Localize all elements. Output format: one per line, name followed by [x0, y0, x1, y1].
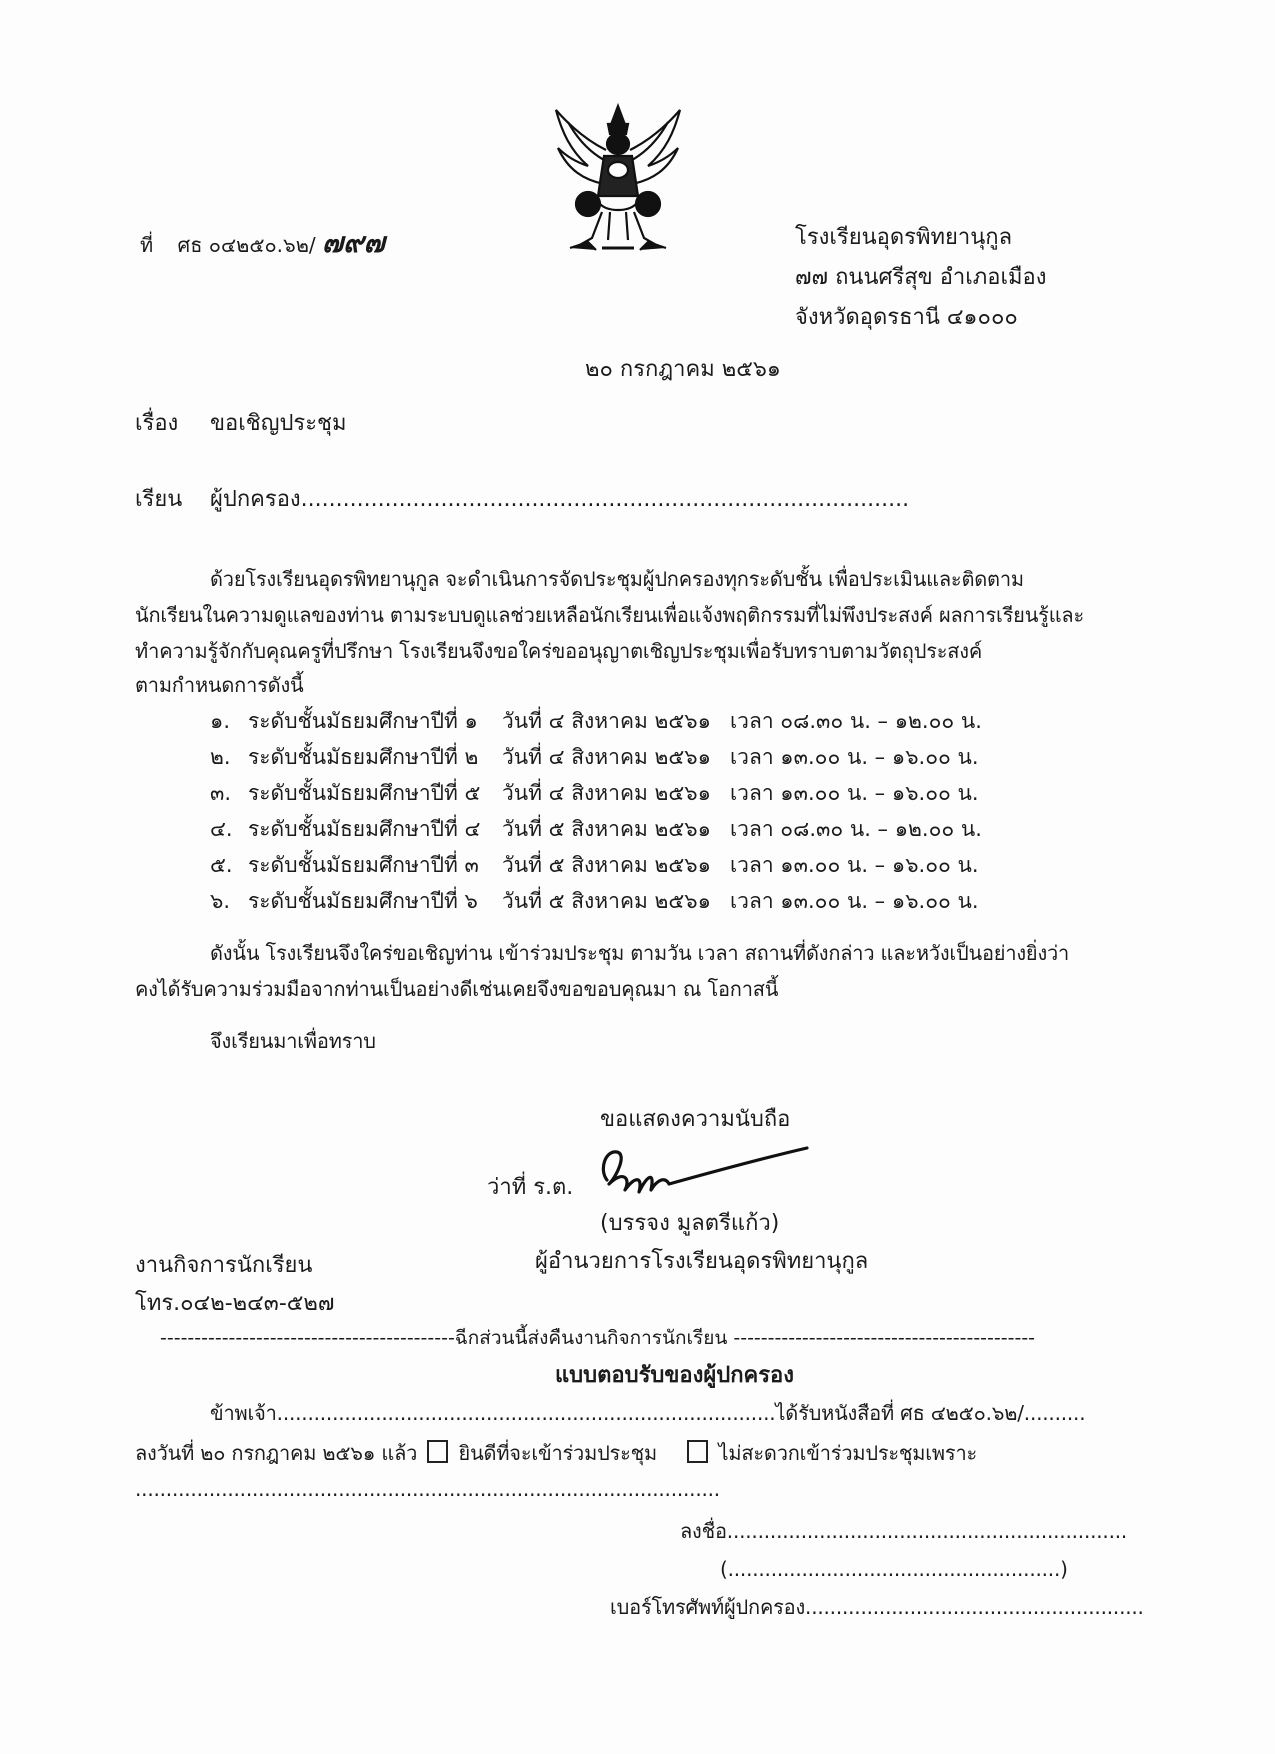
subject-text: ขอเชิญประชุม — [210, 411, 347, 436]
reply-slip-line-1: ข้าพเจ้า.................................................................................ได้รับหนังสือที่ ศธ ๔๒๕๐.๖๒/.......... — [210, 1401, 1086, 1425]
parent-phone-field[interactable]: เบอร์โทรศัพท์ผู้ปกครอง....................................................... — [610, 1595, 1144, 1619]
reply-slip-title: แบบตอบรับของผู้ปกครอง — [555, 1363, 795, 1388]
schedule-time: เวลา ๑๓.๐๐ น. – ๑๖.๐๐ น. — [730, 889, 979, 913]
reference-line — [140, 228, 385, 259]
schedule-num: ๕. — [210, 853, 233, 877]
reference-label: ที่ — [140, 233, 154, 257]
schedule-day: วันที่ ๕ สิงหาคม ๒๕๖๑ — [502, 817, 711, 841]
school-name: โรงเรียนอุดรพิทยานุกูล — [795, 225, 1013, 250]
schedule-item — [210, 889, 979, 913]
schedule-day: วันที่ ๕ สิงหาคม ๒๕๖๑ — [502, 889, 711, 913]
paragraph-1-line-4: ตามกำหนดการดังนี้ — [135, 673, 304, 697]
attend-option-label: ยินดีที่จะเข้าร่วมประชุม — [458, 1441, 658, 1465]
school-address: ๗๗ ถนนศรีสุข อำเภอเมือง — [795, 265, 1047, 290]
schedule-item — [210, 853, 979, 877]
schedule-num: ๔. — [210, 817, 233, 841]
school-province: จังหวัดอุดรธานี ๔๑๐๐๐ — [795, 305, 1018, 330]
parent-name-field[interactable]: (......................................................) — [720, 1557, 1068, 1581]
schedule-time: เวลา ๑๓.๐๐ น. – ๑๖.๐๐ น. — [730, 853, 979, 877]
schedule-time: เวลา ๐๘.๓๐ น. – ๑๒.๐๐ น. — [730, 817, 982, 841]
regards-text: ขอแสดงความนับถือ — [600, 1107, 791, 1132]
reference-handwritten-number: ๗๙๗ — [322, 226, 385, 259]
schedule-item — [210, 817, 982, 841]
paragraph-1-line-3: ทำความรู้จักกับคุณครูที่ปรึกษา โรงเรียนจึงขอใคร่ขออนุญาตเชิญประชุมเพื่อรับทราบตามวัตถุประสงค์ — [135, 639, 983, 663]
schedule-level: ระดับชั้นมัธยมศึกษาปีที่ ๓ — [248, 853, 479, 877]
signer-title: ผู้อำนวยการโรงเรียนอุดรพิทยานุกูล — [535, 1249, 869, 1274]
subject-label: เรื่อง — [135, 411, 179, 436]
salutation-recipient: ผู้ปกครอง....................................................................................... — [210, 487, 910, 512]
schedule-item — [210, 781, 979, 805]
reply-slip-line-2 — [135, 1440, 977, 1464]
paragraph-2-line-2: คงได้รับความร่วมมือจากท่านเป็นอย่างดีเช่นเคยจึงขอขอบคุณมา ณ โอกาสนี้ — [135, 977, 779, 1001]
letter-date: ๒๐ กรกฎาคม ๒๕๖๑ — [585, 357, 781, 382]
parent-signature-field[interactable]: ลงชื่อ................................................................. — [680, 1519, 1128, 1543]
schedule-level: ระดับชั้นมัธยมศึกษาปีที่ ๖ — [248, 889, 478, 913]
schedule-num: ๓. — [210, 781, 232, 805]
schedule-level: ระดับชั้นมัธยมศึกษาปีที่ ๔ — [248, 817, 481, 841]
schedule-day: วันที่ ๔ สิงหาคม ๒๕๖๑ — [502, 709, 711, 733]
closing-line: จึงเรียนมาเพื่อทราบ — [210, 1029, 376, 1053]
signer-name: (บรรจง มูลตรีแก้ว) — [600, 1211, 780, 1236]
paragraph-2-line-1: ดังนั้น โรงเรียนจึงใคร่ขอเชิญท่าน เข้าร่วมประชุม ตามวัน เวลา สถานที่ดังกล่าว และหวังเป็นอย่างยิ่งว่า — [210, 941, 1070, 965]
schedule-num: ๖. — [210, 889, 231, 913]
signature-icon — [595, 1140, 815, 1210]
salutation-label: เรียน — [135, 487, 183, 512]
reference-number: ศธ ๐๔๒๕๐.๖๒/ — [177, 233, 316, 257]
tear-off-line: -------------------------------------------ฉีกส่วนนี้ส่งคืนงานกิจการนักเรียน -------------------------------------------- — [160, 1327, 1036, 1349]
schedule-time: เวลา ๑๓.๐๐ น. – ๑๖.๐๐ น. — [730, 745, 979, 769]
schedule-day: วันที่ ๔ สิงหาคม ๒๕๖๑ — [502, 745, 711, 769]
decline-reason-field[interactable]: ............................................................................................... — [135, 1477, 720, 1501]
schedule-day: วันที่ ๕ สิงหาคม ๒๕๖๑ — [502, 853, 711, 877]
schedule-time: เวลา ๑๓.๐๐ น. – ๑๖.๐๐ น. — [730, 781, 979, 805]
paragraph-1-line-2: นักเรียนในความดูแลของท่าน ตามระบบดูแลช่วยเหลือนักเรียนเพื่อแจ้งพฤติกรรมที่ไม่พึงประสงค์ ผลการเรียนรู้และ — [135, 603, 1084, 627]
schedule-day: วันที่ ๔ สิงหาคม ๒๕๖๑ — [502, 781, 711, 805]
schedule-num: ๒. — [210, 745, 231, 769]
schedule-time: เวลา ๐๘.๓๐ น. – ๑๒.๐๐ น. — [730, 709, 982, 733]
garuda-emblem-icon — [548, 100, 688, 260]
schedule-level: ระดับชั้นมัธยมศึกษาปีที่ ๒ — [248, 745, 479, 769]
schedule-level: ระดับชั้นมัธยมศึกษาปีที่ ๑ — [248, 709, 478, 733]
attend-checkbox[interactable] — [427, 1440, 448, 1463]
schedule-num: ๑. — [210, 709, 231, 733]
paragraph-1-line-1: ด้วยโรงเรียนอุดรพิทยานุกูล จะดำเนินการจัดประชุมผู้ปกครองทุกระดับชั้น เพื่อประเมินและติดตาม — [210, 567, 1024, 591]
decline-checkbox[interactable] — [687, 1440, 708, 1463]
department-name: งานกิจการนักเรียน — [135, 1253, 313, 1278]
reply-date-text: ลงวันที่ ๒๐ กรกฎาคม ๒๕๖๑ แล้ว — [135, 1441, 418, 1465]
decline-option-label: ไม่สะดวกเข้าร่วมประชุมเพราะ — [718, 1441, 978, 1465]
schedule-level: ระดับชั้นมัธยมศึกษาปีที่ ๕ — [248, 781, 481, 805]
schedule-item — [210, 709, 982, 733]
acting-rank-label: ว่าที่ ร.ต. — [487, 1175, 574, 1200]
schedule-item — [210, 745, 979, 769]
department-phone: โทร.๐๔๒-๒๔๓-๕๒๗ — [135, 1291, 335, 1316]
